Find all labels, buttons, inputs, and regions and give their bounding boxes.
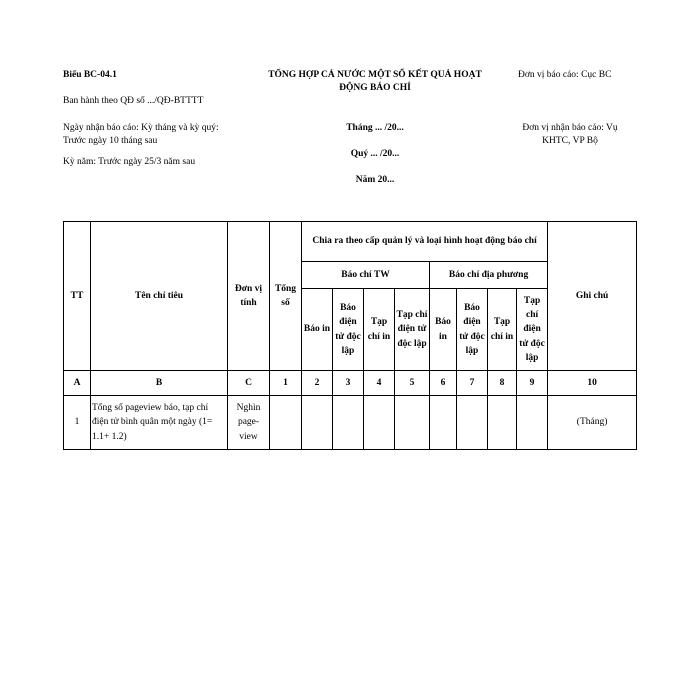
- receive-date: [63, 122, 219, 148]
- row-value-cell[interactable]: [302, 396, 333, 450]
- index-cell: B: [91, 371, 228, 396]
- col-name-header: Tên chỉ tiêu: [91, 222, 228, 371]
- index-cell: 8: [488, 371, 517, 396]
- form-code: Biểu BC-04.1: [63, 70, 117, 80]
- row-total-cell[interactable]: [270, 396, 302, 450]
- index-cell: 3: [333, 371, 364, 396]
- col-group-header: Chia ra theo cấp quản lý và loại hình hoạt động báo chí: [302, 222, 548, 262]
- receiving-unit: [505, 122, 635, 148]
- index-cell: 4: [364, 371, 395, 396]
- row-unit: Nghìn page-view: [228, 396, 270, 450]
- issued-by: Ban hành theo QĐ số .../QĐ-BTTTT: [63, 96, 204, 106]
- table-row: [64, 396, 637, 450]
- row-value-cell[interactable]: [457, 396, 488, 450]
- row-value-cell[interactable]: [395, 396, 430, 450]
- index-row: [64, 371, 637, 396]
- period-month: Tháng ... /20...: [346, 123, 404, 133]
- index-cell: 9: [517, 371, 548, 396]
- index-cell: 1: [270, 371, 302, 396]
- report-title-line2: ĐỘNG BÁO CHÍ: [339, 82, 411, 93]
- sub-central-emagazine: Tạp chí điện tử độc lập: [395, 289, 430, 371]
- report-title-line1: TỔNG HỢP CẢ NƯỚC MỘT SỐ KẾT QUẢ HOẠT: [268, 70, 482, 80]
- row-value-cell[interactable]: [333, 396, 364, 450]
- period-year: Năm 20...: [355, 175, 395, 185]
- index-cell: 5: [395, 371, 430, 396]
- sub-central-online: Báo điện tử độc lập: [333, 289, 364, 371]
- col-total-header: Tổng số: [270, 222, 302, 371]
- row-value-cell[interactable]: [517, 396, 548, 450]
- receive-date-line2: Trước ngày 10 tháng sau: [63, 135, 158, 146]
- sub-local-print: Báo in: [430, 289, 457, 371]
- col-unit-header: Đơn vị tính: [228, 222, 270, 371]
- sub-local-magazine: Tạp chí in: [488, 289, 517, 371]
- col-note-header: Ghi chú: [548, 222, 637, 371]
- report-table: [63, 221, 637, 450]
- row-name: Tổng số pageview báo, tạp chí điện tử bình quân một ngày (1= 1.1+ 1.2): [91, 396, 228, 450]
- receiving-unit-line2: KHTC, VP Bộ: [542, 135, 598, 146]
- period-quarter: Quý ... /20...: [350, 149, 400, 159]
- report-title: [235, 69, 515, 95]
- col-central-header: Báo chí TW: [302, 262, 430, 289]
- row-tt: 1: [64, 396, 91, 450]
- sub-local-online: Báo điện tử độc lập: [457, 289, 488, 371]
- receiving-unit-line1: Đơn vị nhận báo cáo: Vụ: [522, 123, 618, 133]
- index-cell: 7: [457, 371, 488, 396]
- col-tt-header: TT: [64, 222, 91, 371]
- header-row-1: [64, 222, 637, 262]
- index-cell: 10: [548, 371, 637, 396]
- reporting-unit: Đơn vị báo cáo: Cục BC: [518, 70, 612, 80]
- index-cell: C: [228, 371, 270, 396]
- index-cell: 2: [302, 371, 333, 396]
- row-value-cell[interactable]: [364, 396, 395, 450]
- sub-local-emagazine: Tạp chí điện tử độc lập: [517, 289, 548, 371]
- row-note: (Tháng): [548, 396, 637, 450]
- index-cell: 6: [430, 371, 457, 396]
- sub-central-magazine: Tạp chí in: [364, 289, 395, 371]
- index-cell: A: [64, 371, 91, 396]
- receive-date-year: Kỳ năm: Trước ngày 25/3 năm sau: [63, 157, 196, 167]
- col-local-header: Báo chí địa phương: [430, 262, 548, 289]
- receive-date-line1: Ngày nhận báo cáo: Kỳ tháng và kỳ quý:: [63, 123, 219, 133]
- row-value-cell[interactable]: [488, 396, 517, 450]
- row-value-cell[interactable]: [430, 396, 457, 450]
- sub-central-print: Báo in: [302, 289, 333, 371]
